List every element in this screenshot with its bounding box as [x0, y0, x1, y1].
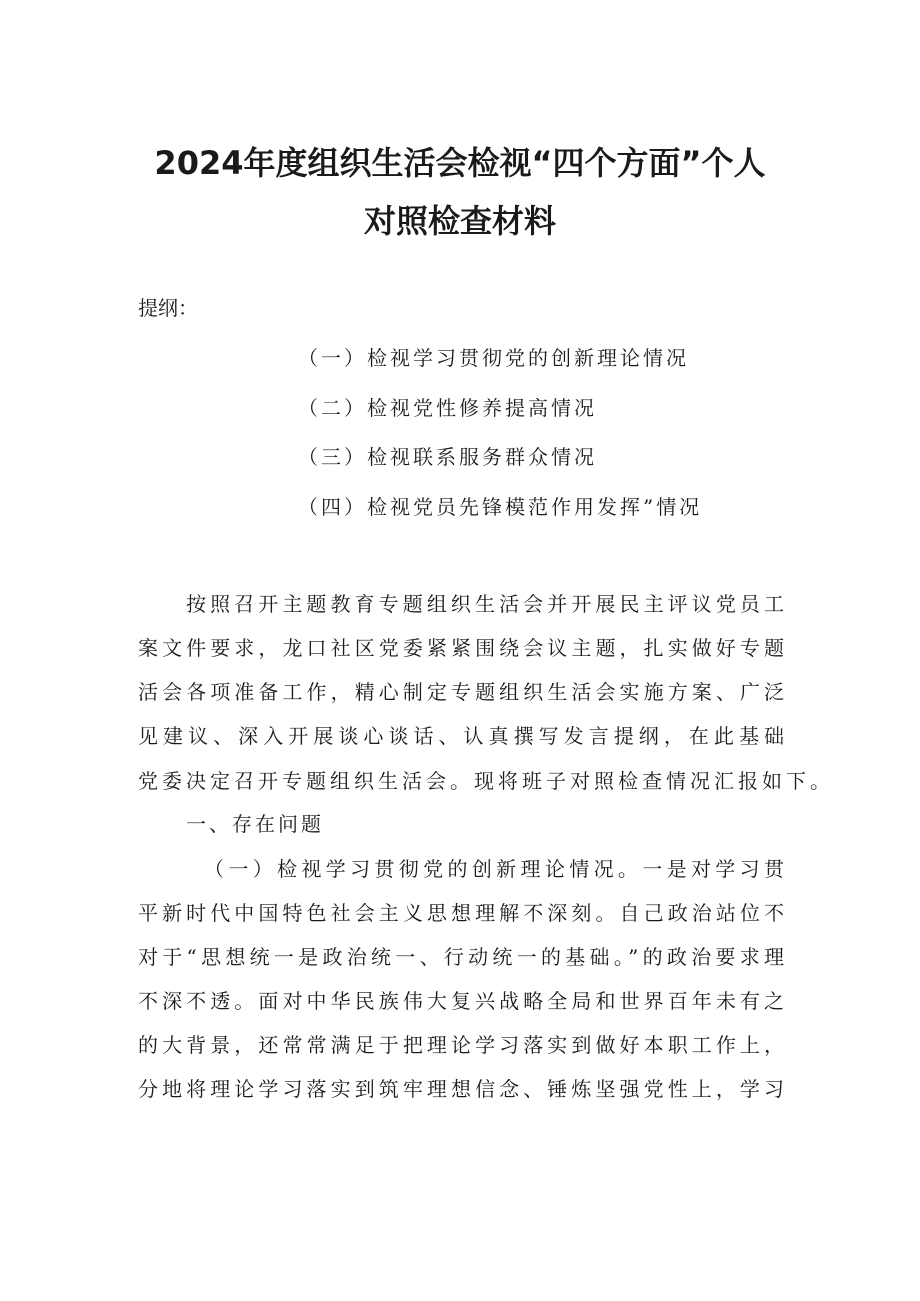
intro-paragraph-line: 按照召开主题教育专题组织生活会并开展民主评议党员工 [186, 592, 788, 616]
outline-item: （二）检视党性修养提高情况 [298, 396, 597, 420]
document-title-line-2: 对照检查材料 [363, 202, 556, 240]
intro-paragraph-line: 党委决定召开专题组织生活会。现将班子对照检查情况汇报如下。 [138, 769, 834, 793]
intro-paragraph-line: 见建议、深入开展谈心谈话、认真撰写发言提纲，在此基础 [138, 724, 788, 748]
section-paragraph-line: 平新时代中国特色社会主义思想理解不深刻。自己政治站位不 [138, 901, 788, 925]
section-paragraph-line: 对于“思想统一是政治统一、行动统一的基础。”的政治要求理 [138, 945, 788, 969]
outline-label: 提纲： [138, 296, 198, 320]
outline-item: （一）检视学习贯彻党的创新理论情况 [298, 346, 689, 370]
section-paragraph-line: 不深不透。面对中华民族伟大复兴战略全局和世界百年未有之 [138, 989, 788, 1013]
intro-paragraph-line: 活会各项准备工作，精心制定专题组织生活会实施方案、广泛 [138, 680, 788, 704]
intro-paragraph-line: 案文件要求，龙口社区党委紧紧围绕会议主题，扎实做好专题 [138, 636, 788, 660]
section-paragraph-line: （一）检视学习贯彻党的创新理论情况。一是对学习贯 [204, 857, 788, 881]
outline-item: （三）检视联系服务群众情况 [298, 445, 597, 469]
document-title-line-1: 2024年度组织生活会检视“四个方面”个人 [154, 144, 766, 182]
section-paragraph-line: 的大背景，还常常满足于把理论学习落实到做好本职工作上， [138, 1033, 788, 1057]
section-paragraph-line: 分地将理论学习落实到筑牢理想信念、锤炼坚强党性上，学习 [138, 1077, 788, 1101]
outline-item: （四）检视党员先锋模范作用发挥”情况 [298, 495, 703, 519]
section-heading: 一、存在问题 [186, 812, 324, 836]
